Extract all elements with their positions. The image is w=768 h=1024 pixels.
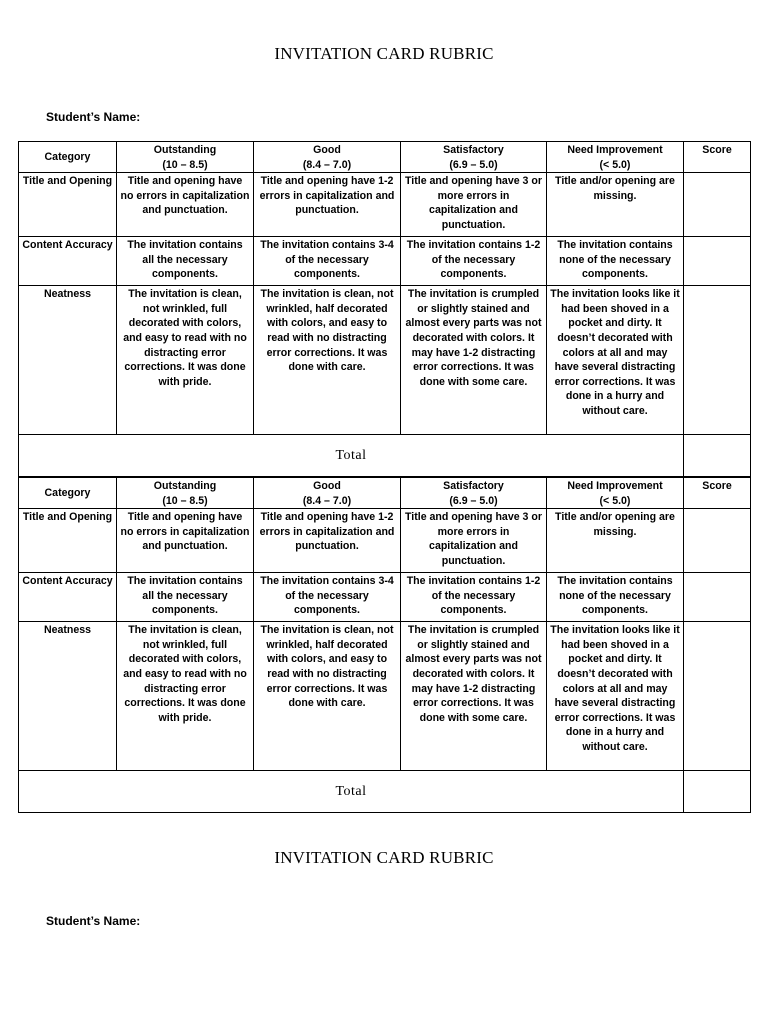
header-row — [19, 478, 751, 509]
score-cell[interactable] — [684, 237, 751, 286]
header-satisfactory-label: Satisfactory — [443, 144, 504, 156]
table-row — [19, 237, 751, 286]
header-outstanding — [117, 478, 254, 509]
table-row — [19, 173, 751, 237]
good-cell: The invitation is clean, not wrinkled, half decorated with colors, and easy to read with no distracting error corrections. It was done with care. — [254, 622, 401, 771]
header-need-improvement-range: (< 5.0) — [599, 158, 631, 171]
score-cell[interactable] — [684, 573, 751, 622]
good-cell: The invitation contains 3-4 of the necessary components. — [254, 237, 401, 286]
satisfactory-cell: The invitation is crumpled or slightly stained and almost every parts was not decorated with colors. It may have 1-2 distracting error corrections. It was done with some care. — [401, 286, 547, 435]
rubric-title: INVITATION CARD RUBRIC — [274, 44, 494, 63]
header-outstanding-range: (10 – 8.5) — [162, 494, 208, 507]
good-cell: The invitation contains 3-4 of the necessary components. — [254, 573, 401, 622]
header-outstanding — [117, 142, 254, 173]
table-row — [19, 622, 751, 771]
table-row — [19, 509, 751, 573]
need-improvement-cell: Title and/or opening are missing. — [547, 509, 684, 573]
header-satisfactory-range: (6.9 – 5.0) — [449, 494, 498, 507]
total-row — [19, 771, 751, 813]
header-good-range: (8.4 – 7.0) — [302, 158, 352, 171]
header-need-improvement-label: Need Improvement — [567, 144, 663, 156]
header-good — [254, 478, 401, 509]
category-cell: Content Accuracy — [19, 573, 117, 622]
category-cell: Title and Opening — [19, 173, 117, 237]
category-cell: Content Accuracy — [19, 237, 117, 286]
good-cell: Title and opening have 1-2 errors in capitalization and punctuation. — [254, 173, 401, 237]
total-score-cell[interactable] — [684, 771, 751, 813]
outstanding-cell: The invitation contains all the necessary components. — [117, 573, 254, 622]
need-improvement-cell: The invitation contains none of the necessary components. — [547, 237, 684, 286]
need-improvement-cell: Title and/or opening are missing. — [547, 173, 684, 237]
header-outstanding-label: Outstanding — [153, 144, 217, 156]
satisfactory-cell: The invitation is crumpled or slightly stained and almost every parts was not decorated with colors. It may have 1-2 distracting error corrections. It was done with some care. — [401, 622, 547, 771]
table-row — [19, 286, 751, 435]
outstanding-cell: Title and opening have no errors in capitalization and punctuation. — [117, 173, 254, 237]
header-outstanding-range: (10 – 8.5) — [162, 158, 208, 171]
header-need-improvement — [547, 142, 684, 173]
header-category: Category — [19, 478, 117, 509]
header-good-label: Good — [313, 144, 341, 156]
header-score: Score — [684, 478, 751, 509]
good-cell: Title and opening have 1-2 errors in capitalization and punctuation. — [254, 509, 401, 573]
total-label: Total — [19, 435, 684, 477]
header-score: Score — [684, 142, 751, 173]
total-label: Total — [19, 771, 684, 813]
header-satisfactory — [401, 478, 547, 509]
need-improvement-cell: The invitation looks like it had been shoved in a pocket and dirty. It doesn’t decorated with colors at all and may have several distracting error corrections. It was done in a hurry and without care. — [547, 286, 684, 435]
satisfactory-cell: The invitation contains 1-2 of the necessary components. — [401, 237, 547, 286]
satisfactory-cell: Title and opening have 3 or more errors in capitalization and punctuation. — [401, 509, 547, 573]
header-need-improvement — [547, 478, 684, 509]
header-need-improvement-label: Need Improvement — [567, 480, 663, 492]
score-cell[interactable] — [684, 286, 751, 435]
header-good-range: (8.4 – 7.0) — [302, 494, 352, 507]
satisfactory-cell: Title and opening have 3 or more errors in capitalization and punctuation. — [401, 173, 547, 237]
category-cell: Neatness — [19, 286, 117, 435]
category-cell: Title and Opening — [19, 509, 117, 573]
need-improvement-cell: The invitation looks like it had been shoved in a pocket and dirty. It doesn’t decorated with colors at all and may have several distracting error corrections. It was done in a hurry and without care. — [547, 622, 684, 771]
category-cell: Neatness — [19, 622, 117, 771]
score-cell[interactable] — [684, 509, 751, 573]
outstanding-cell: The invitation is clean, not wrinkled, full decorated with colors, and easy to read with no distracting error corrections. It was done with pride. — [117, 622, 254, 771]
total-row — [19, 435, 751, 477]
need-improvement-cell: The invitation contains none of the necessary components. — [547, 573, 684, 622]
good-cell: The invitation is clean, not wrinkled, half decorated with colors, and easy to read with no distracting error corrections. It was done with care. — [254, 286, 401, 435]
score-cell[interactable] — [684, 173, 751, 237]
outstanding-cell: The invitation contains all the necessary components. — [117, 237, 254, 286]
header-outstanding-label: Outstanding — [153, 480, 217, 492]
student-name-label: Student’s Name: — [46, 914, 141, 928]
header-category: Category — [19, 142, 117, 173]
outstanding-cell: The invitation is clean, not wrinkled, full decorated with colors, and easy to read with no distracting error corrections. It was done with pride. — [117, 286, 254, 435]
total-score-cell[interactable] — [684, 435, 751, 477]
header-satisfactory — [401, 142, 547, 173]
satisfactory-cell: The invitation contains 1-2 of the necessary components. — [401, 573, 547, 622]
header-satisfactory-range: (6.9 – 5.0) — [449, 158, 498, 171]
student-name-label: Student’s Name: — [46, 110, 141, 124]
rubric-title: INVITATION CARD RUBRIC — [274, 848, 494, 867]
outstanding-cell: Title and opening have no errors in capitalization and punctuation. — [117, 509, 254, 573]
rubric-table — [18, 477, 751, 813]
header-good-label: Good — [313, 480, 341, 492]
header-need-improvement-range: (< 5.0) — [599, 494, 631, 507]
rubric-table — [18, 141, 751, 477]
header-row — [19, 142, 751, 173]
header-good — [254, 142, 401, 173]
header-satisfactory-label: Satisfactory — [443, 480, 504, 492]
score-cell[interactable] — [684, 622, 751, 771]
table-row — [19, 573, 751, 622]
